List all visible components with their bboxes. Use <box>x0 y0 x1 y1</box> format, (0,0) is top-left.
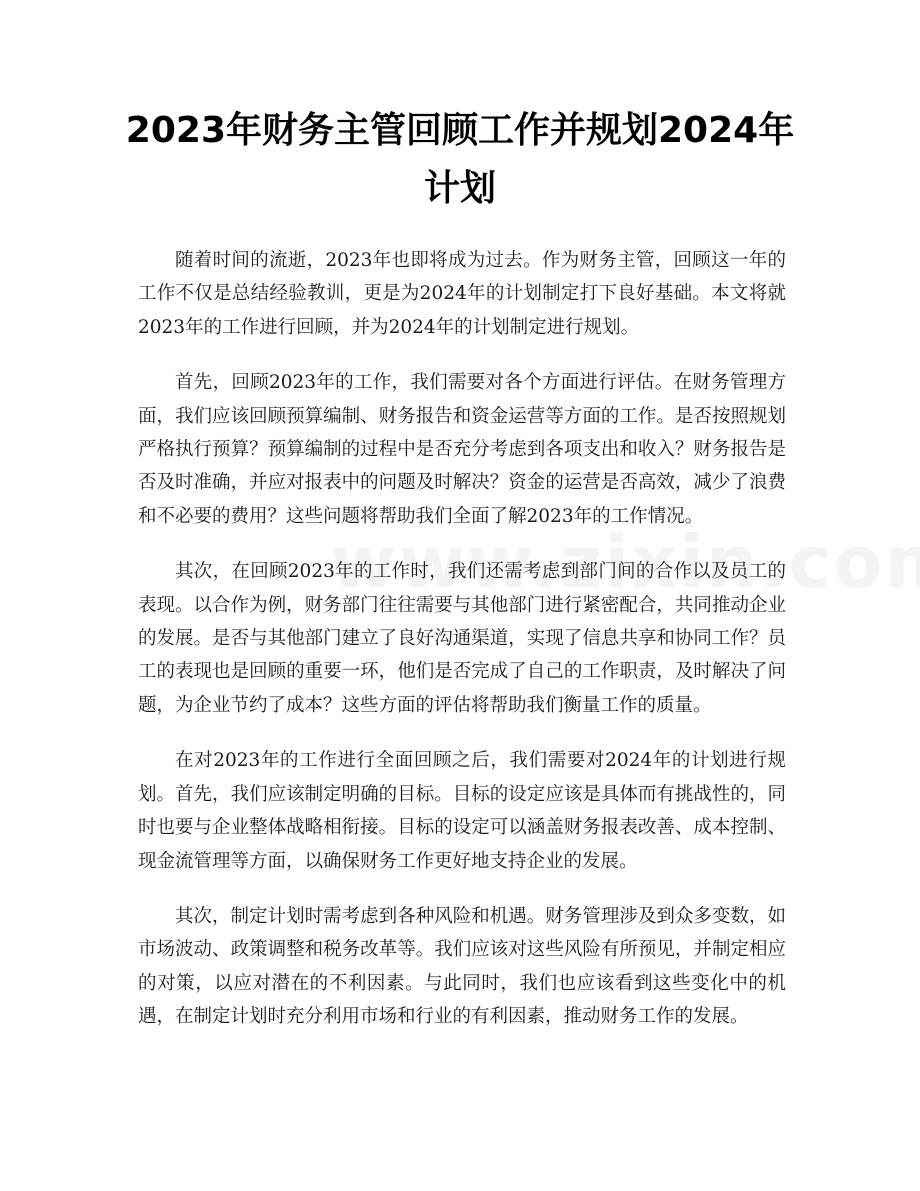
paragraph-5: 其次，制定计划时需考虑到各种风险和机遇。财务管理涉及到众多变数，如市场波动、政策调整和税务改革等。我们应该对这些风险有所预见，并制定相应的对策，以应对潜在的不利因素。与此同时，我们也应该看到这些变化中的机遇，在制定计划时充分利用市场和行业的有利因素，推动财务工作的发展。 <box>138 905 786 1028</box>
document-title: 2023年财务主管回顾工作并规划2024年计划 <box>125 110 795 209</box>
paragraph-2: 首先，回顾2023年的工作，我们需要对各个方面进行评估。在财务管理方面，我们应该回顾预算编制、财务报告和资金运营等方面的工作。是否按照规划严格执行预算？预算编制的过程中是否充分考虑到各项支出和收入？财务报告是否及时准确，并应对报表中的问题及时解决？资金的运营是否高效，减少了浪费和不必要的费用？这些问题将帮助我们全面了解2023年的工作情况。 <box>138 372 786 527</box>
paragraph-1: 随着时间的流逝，2023年也即将成为过去。作为财务主管，回顾这一年的工作不仅是总结经验教训，更是为2024年的计划制定打下良好基础。本文将就2023年的工作进行回顾，并为2024年的计划制定进行规划。 <box>138 250 786 338</box>
paragraph-3: 其次，在回顾2023年的工作时，我们还需考虑到部门间的合作以及员工的表现。以合作为例，财务部门往往需要与其他部门进行紧密配合，共同推动企业的发展。是否与其他部门建立了良好沟通渠道，实现了信息共享和协同工作？员工的表现也是回顾的重要一环，他们是否完成了自己的工作职责，及时解决了问题，为企业节约了成本？这些方面的评估将帮助我们衡量工作的质量。 <box>138 561 786 716</box>
paragraph-4: 在对2023年的工作进行全面回顾之后，我们需要对2024年的计划进行规划。首先，我们应该制定明确的目标。目标的设定应该是具体而有挑战性的，同时也要与企业整体战略相衔接。目标的设定可以涵盖财务报表改善、成本控制、现金流管理等方面，以确保财务工作更好地支持企业的发展。 <box>138 750 786 872</box>
document-body <box>138 244 786 1056</box>
